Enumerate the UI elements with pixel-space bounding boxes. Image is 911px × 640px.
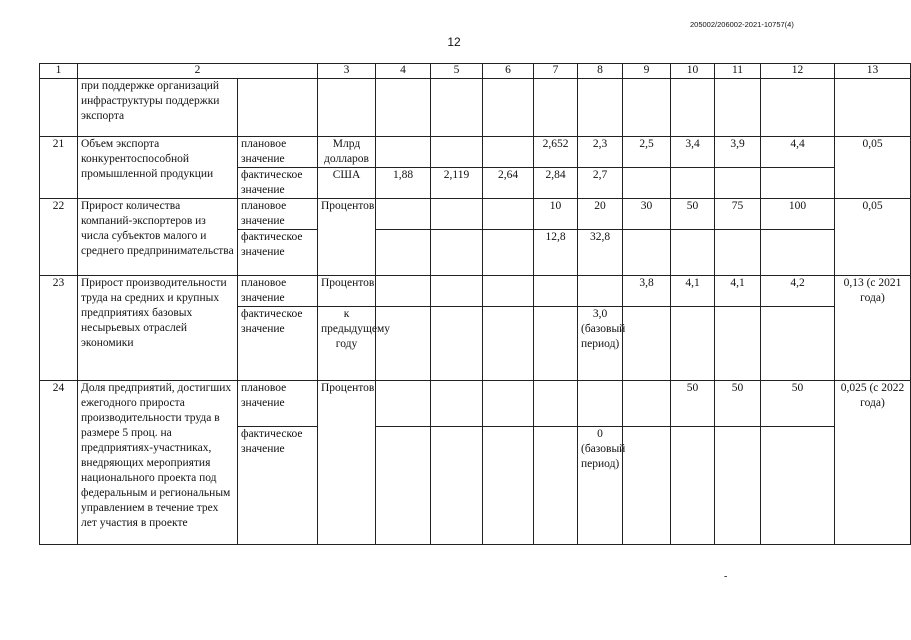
- table-row: [40, 381, 911, 427]
- value-cell: [761, 307, 835, 381]
- weight-cell: 0,13 (с 2021 года): [835, 276, 911, 381]
- weight-cell: [835, 79, 911, 137]
- plan-label: плановое значение: [238, 276, 318, 307]
- value-cell: [376, 381, 431, 427]
- value-cell: 1,88: [376, 168, 431, 199]
- indicator-description: Доля предприятий, достигших ежегодного прироста производительности труда в размере 5 проц. на предприятиях-участниках, внедряющих мероприятия национального проекта под федеральным и региональным управлением в течение трех лет участия в проекте: [78, 381, 238, 545]
- value-cell: [431, 427, 483, 545]
- value-cell: 3,0 (базовый период): [578, 307, 623, 381]
- table-header-row: [40, 64, 911, 79]
- value-cell: 4,4: [761, 137, 835, 168]
- value-cell: [761, 230, 835, 276]
- value-cell: 20: [578, 199, 623, 230]
- unit-cell: к предыдущему году: [318, 307, 376, 381]
- value-cell: [376, 199, 431, 230]
- value-cell: [715, 427, 761, 545]
- value-cell: 2,7: [578, 168, 623, 199]
- header-cell: 8: [578, 64, 623, 79]
- indicator-description: Объем экспорта конкурентоспособной промышленной продукции: [78, 137, 238, 199]
- value-cell: [623, 381, 671, 427]
- value-cell: [671, 427, 715, 545]
- table-row: [40, 79, 911, 137]
- value-cell: [376, 307, 431, 381]
- value-cell: 2,5: [623, 137, 671, 168]
- value-cell: 4,1: [715, 276, 761, 307]
- value-cell: [483, 307, 534, 381]
- value-cell: [376, 427, 431, 545]
- unit-cell: Млрд долларов: [318, 137, 376, 168]
- indicator-description: Прирост количества компаний-экспортеров из числа субъектов малого и среднего предпринимательства: [78, 199, 238, 276]
- unit-cell: Процентов: [318, 381, 376, 545]
- value-cell: [671, 307, 715, 381]
- value-cell: [578, 381, 623, 427]
- header-cell: 9: [623, 64, 671, 79]
- row-number-cell: 22: [40, 199, 78, 276]
- row-number-cell: 21: [40, 137, 78, 199]
- value-cell: 32,8: [578, 230, 623, 276]
- value-cell: [623, 427, 671, 545]
- indicator-description: при поддержке организаций инфраструктуры поддержки экспорта: [78, 79, 238, 137]
- header-cell: 5: [431, 64, 483, 79]
- row-number-cell: [40, 79, 78, 137]
- value-cell: 50: [671, 381, 715, 427]
- value-cell: [761, 168, 835, 199]
- value-cell: [431, 381, 483, 427]
- header-cell: 11: [715, 64, 761, 79]
- value-cell: [483, 137, 534, 168]
- table-row: [40, 137, 911, 168]
- value-cell: [671, 168, 715, 199]
- value-cell: [376, 276, 431, 307]
- value-cell: 2,119: [431, 168, 483, 199]
- value-cell: [483, 381, 534, 427]
- header-cell: 4: [376, 64, 431, 79]
- row-number-cell: 23: [40, 276, 78, 381]
- value-cell: [483, 427, 534, 545]
- value-cell: [623, 79, 671, 137]
- value-cell: 3,8: [623, 276, 671, 307]
- value-cell: 4,1: [671, 276, 715, 307]
- header-cell: 13: [835, 64, 911, 79]
- fact-label: фактическое значение: [238, 230, 318, 276]
- header-cell: 6: [483, 64, 534, 79]
- value-cell: [534, 276, 578, 307]
- unit-cell: Процентов: [318, 199, 376, 276]
- value-cell: [376, 230, 431, 276]
- value-cell: [376, 137, 431, 168]
- value-cell: [483, 199, 534, 230]
- value-cell: 12,8: [534, 230, 578, 276]
- value-cell: [431, 137, 483, 168]
- value-cell: [534, 307, 578, 381]
- value-cell: [534, 381, 578, 427]
- row-number-cell: 24: [40, 381, 78, 545]
- value-cell: [623, 230, 671, 276]
- value-cell: [578, 276, 623, 307]
- value-cell: 30: [623, 199, 671, 230]
- value-cell: [534, 79, 578, 137]
- value-cell: [483, 230, 534, 276]
- value-cell: 3,9: [715, 137, 761, 168]
- value-cell: [431, 307, 483, 381]
- table-row: [40, 276, 911, 307]
- value-type-cell: [238, 79, 318, 137]
- header-cell: 10: [671, 64, 715, 79]
- document-reference: 205002/206002-2021-10757(4): [690, 20, 794, 29]
- value-cell: [483, 79, 534, 137]
- indicator-description: Прирост производительности труда на средних и крупных предприятиях базовых несырьевых отраслей экономики: [78, 276, 238, 381]
- value-cell: [623, 168, 671, 199]
- value-cell: 75: [715, 199, 761, 230]
- value-cell: [483, 276, 534, 307]
- value-cell: [715, 230, 761, 276]
- fact-label: фактическое значение: [238, 168, 318, 199]
- plan-label: плановое значение: [238, 199, 318, 230]
- page-number: 12: [447, 35, 461, 49]
- value-cell: [715, 79, 761, 137]
- unit-cell: Процентов: [318, 276, 376, 307]
- header-cell: 1: [40, 64, 78, 79]
- table-row: [40, 199, 911, 230]
- value-cell: [431, 79, 483, 137]
- value-cell: 4,2: [761, 276, 835, 307]
- unit-cell: США: [318, 168, 376, 199]
- value-cell: [376, 79, 431, 137]
- value-cell: 50: [671, 199, 715, 230]
- value-cell: [761, 427, 835, 545]
- weight-cell: 0,05: [835, 137, 911, 199]
- value-cell: [431, 276, 483, 307]
- value-cell: [715, 168, 761, 199]
- fact-label: фактическое значение: [238, 307, 318, 381]
- weight-cell: 0,025 (с 2022 года): [835, 381, 911, 545]
- plan-label: плановое значение: [238, 381, 318, 427]
- value-cell: [671, 230, 715, 276]
- value-cell: [715, 307, 761, 381]
- value-cell: 2,84: [534, 168, 578, 199]
- value-cell: 2,652: [534, 137, 578, 168]
- plan-label: плановое значение: [238, 137, 318, 168]
- value-cell: [578, 79, 623, 137]
- value-cell: 50: [715, 381, 761, 427]
- value-cell: [431, 199, 483, 230]
- weight-cell: 0,05: [835, 199, 911, 276]
- header-cell: 12: [761, 64, 835, 79]
- value-cell: [623, 307, 671, 381]
- value-cell: 2,64: [483, 168, 534, 199]
- unit-cell: [318, 79, 376, 137]
- value-cell: [534, 427, 578, 545]
- fact-label: фактическое значение: [238, 427, 318, 545]
- value-cell: 0 (базовый период): [578, 427, 623, 545]
- value-cell: [431, 230, 483, 276]
- value-cell: 3,4: [671, 137, 715, 168]
- value-cell: 100: [761, 199, 835, 230]
- value-cell: 10: [534, 199, 578, 230]
- stray-mark: -: [724, 571, 728, 582]
- value-cell: 50: [761, 381, 835, 427]
- value-cell: [761, 79, 835, 137]
- header-cell: 7: [534, 64, 578, 79]
- indicators-table: [39, 63, 911, 545]
- value-cell: 2,3: [578, 137, 623, 168]
- header-cell: 2: [78, 64, 318, 79]
- header-cell: 3: [318, 64, 376, 79]
- value-cell: [671, 79, 715, 137]
